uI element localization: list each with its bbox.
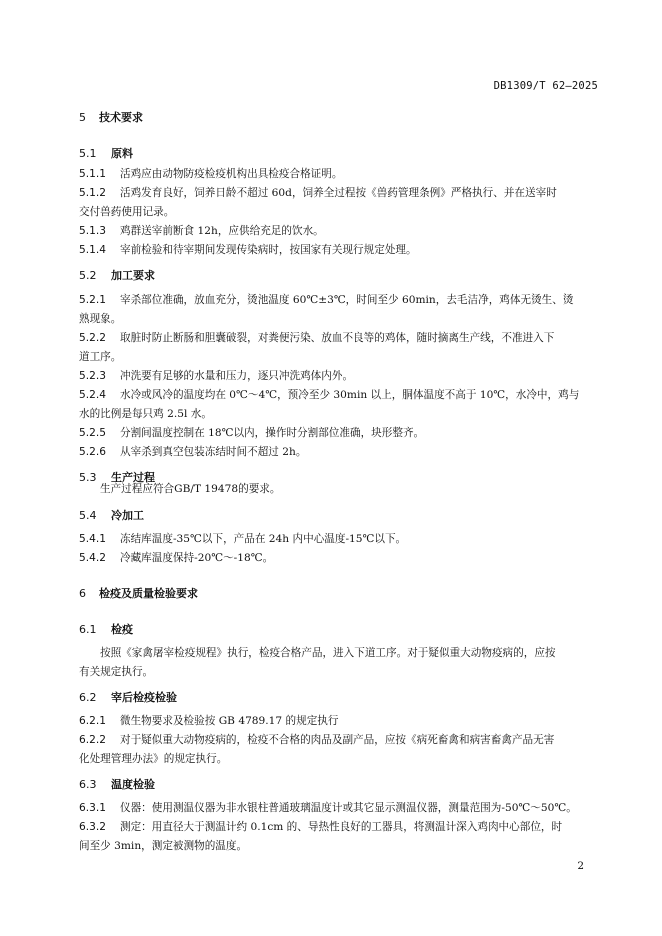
clause-text: 测定：用直径大于测温计约 0.1cm 的、导热性良好的工器具，将测温计深入鸡肉中心部位，时 xyxy=(120,821,563,833)
clause-number: 6.3.1 xyxy=(79,802,106,814)
clause-number: 6.3.2 xyxy=(79,821,106,833)
subsection-title: 原料 xyxy=(111,147,133,160)
clause xyxy=(79,731,601,750)
clause-number: 5.2.4 xyxy=(79,389,106,401)
subsection-title: 宰后检疫检验 xyxy=(111,691,177,704)
clause-text: 分割间温度控制在 18℃以内，操作时分割部位准确，块形整齐。 xyxy=(120,427,425,439)
clause-number: 6.2.1 xyxy=(79,715,106,727)
subsection-heading xyxy=(79,776,155,792)
clause-number: 5.4.1 xyxy=(79,533,106,545)
clause xyxy=(79,329,601,348)
clause-text: 取脏时防止断肠和胆囊破裂，对粪便污染、放血不良等的鸡体，随时摘离生产线，不准进入下 xyxy=(120,332,555,344)
subsection-heading xyxy=(79,621,133,637)
clause-text: 宰杀部位准确，放血充分，烫池温度 60℃±3℃，时间至少 60min，去毛洁净，鸡体无烫生、烫 xyxy=(120,294,574,306)
section-number: 5 xyxy=(79,111,86,124)
clause xyxy=(79,291,601,310)
clause xyxy=(79,549,601,568)
document-code: DB1309/T 62—2025 xyxy=(493,80,598,92)
subsection-title: 温度检验 xyxy=(111,778,155,791)
clause xyxy=(79,222,601,241)
clause-continuation: 水的比例是每只鸡 2.5l 水。 xyxy=(79,408,212,420)
clause-number: 5.2.3 xyxy=(79,370,106,382)
clause xyxy=(79,799,601,818)
clause-number: 5.1.4 xyxy=(79,244,106,256)
subsection-title: 检疫 xyxy=(111,623,133,636)
clause-continuation: 熟现象。 xyxy=(79,313,122,325)
clause xyxy=(79,530,601,549)
clause-text: 冻结库温度-35℃以下，产品在 24h 内中心温度-15℃以下。 xyxy=(120,533,407,545)
clause-text: 活鸡应由动物防疫检疫机构出具检疫合格证明。 xyxy=(120,168,343,180)
paragraph-continuation: 有关规定执行。 xyxy=(79,666,154,678)
subsection-number: 5.1 xyxy=(79,147,97,160)
clause-text: 活鸡发育良好，饲养日龄不超过 60d，饲养全过程按《兽药管理条例》严格执行、并在送宰时 xyxy=(120,187,557,199)
section-heading xyxy=(79,109,143,125)
clause-continuation: 间至少 3min，测定被测物的温度。 xyxy=(79,840,248,852)
clause xyxy=(79,443,601,462)
paragraph: 按照《家禽屠宰检疫规程》执行，检疫合格产品，进入下道工序。对于疑似重大动物疫病的，应按 xyxy=(100,647,556,659)
section-number: 6 xyxy=(79,587,86,600)
section-heading xyxy=(79,585,198,601)
clause-text: 仪器：使用测温仪器为非水银柱普通玻璃温度计或其它显示测温仪器，测量范围为-50℃～50℃。 xyxy=(120,802,577,814)
clause xyxy=(79,424,601,443)
subsection-number: 5.3 xyxy=(79,471,97,484)
clause xyxy=(79,165,601,184)
clause-continuation: 化处理管理办法》的规定执行。 xyxy=(79,753,228,765)
clause-text: 冷藏库温度保持-20℃～-18℃。 xyxy=(120,552,274,564)
paragraph: 生产过程应符合GB/T 19478的要求。 xyxy=(100,483,281,495)
clause-number: 6.2.2 xyxy=(79,734,106,746)
clause-text: 鸡群送宰前断食 12h，应供给充足的饮水。 xyxy=(120,225,324,237)
subsection-heading xyxy=(79,145,133,161)
clause-text: 从宰杀到真空包装冻结时间不超过 2h。 xyxy=(120,446,307,458)
clause-text: 宰前检验和待宰期间发现传染病时，按国家有关现行规定处理。 xyxy=(120,244,417,256)
clause-number: 5.1.3 xyxy=(79,225,106,237)
clause xyxy=(79,386,601,405)
subsection-heading xyxy=(79,507,144,523)
subsection-number: 6.3 xyxy=(79,778,97,791)
clause-number: 5.4.2 xyxy=(79,552,106,564)
subsection-title: 加工要求 xyxy=(111,269,155,282)
clause-number: 5.2.2 xyxy=(79,332,106,344)
subsection-number: 6.1 xyxy=(79,623,97,636)
clause-text: 水冷或风冷的温度均在 0℃～4℃，预冷至少 30min 以上，胴体温度不高于 10℃，水冷中，鸡与 xyxy=(120,389,580,401)
clause xyxy=(79,818,601,837)
clause xyxy=(79,184,601,203)
section-title: 技术要求 xyxy=(99,111,143,124)
subsection-title: 生产过程 xyxy=(111,471,155,484)
clause xyxy=(79,712,601,731)
clause-continuation: 道工序。 xyxy=(79,351,122,363)
subsection-title: 冷加工 xyxy=(111,509,144,522)
clause-number: 5.2.6 xyxy=(79,446,106,458)
clause-number: 5.2.1 xyxy=(79,294,106,306)
clause xyxy=(79,241,601,260)
clause-text: 微生物要求及检验按 GB 4789.17 的规定执行 xyxy=(120,715,339,727)
clause xyxy=(79,367,601,386)
subsection-number: 5.4 xyxy=(79,509,97,522)
section-title: 检疫及质量检验要求 xyxy=(99,587,198,600)
clause-text: 对于疑似重大动物疫病的，检疫不合格的肉品及副产品，应按《病死畜禽和病害畜禽产品无害 xyxy=(120,734,555,746)
subsection-number: 5.2 xyxy=(79,269,97,282)
clause-continuation: 交付兽药使用记录。 xyxy=(79,206,175,218)
subsection-heading xyxy=(79,267,155,283)
clause-text: 冲洗要有足够的水量和压力，逐只冲洗鸡体内外。 xyxy=(120,370,354,382)
subsection-number: 6.2 xyxy=(79,691,97,704)
subsection-heading xyxy=(79,689,177,705)
page-number: 2 xyxy=(577,860,584,872)
clause-number: 5.1.1 xyxy=(79,168,106,180)
clause-number: 5.1.2 xyxy=(79,187,106,199)
clause-number: 5.2.5 xyxy=(79,427,106,439)
